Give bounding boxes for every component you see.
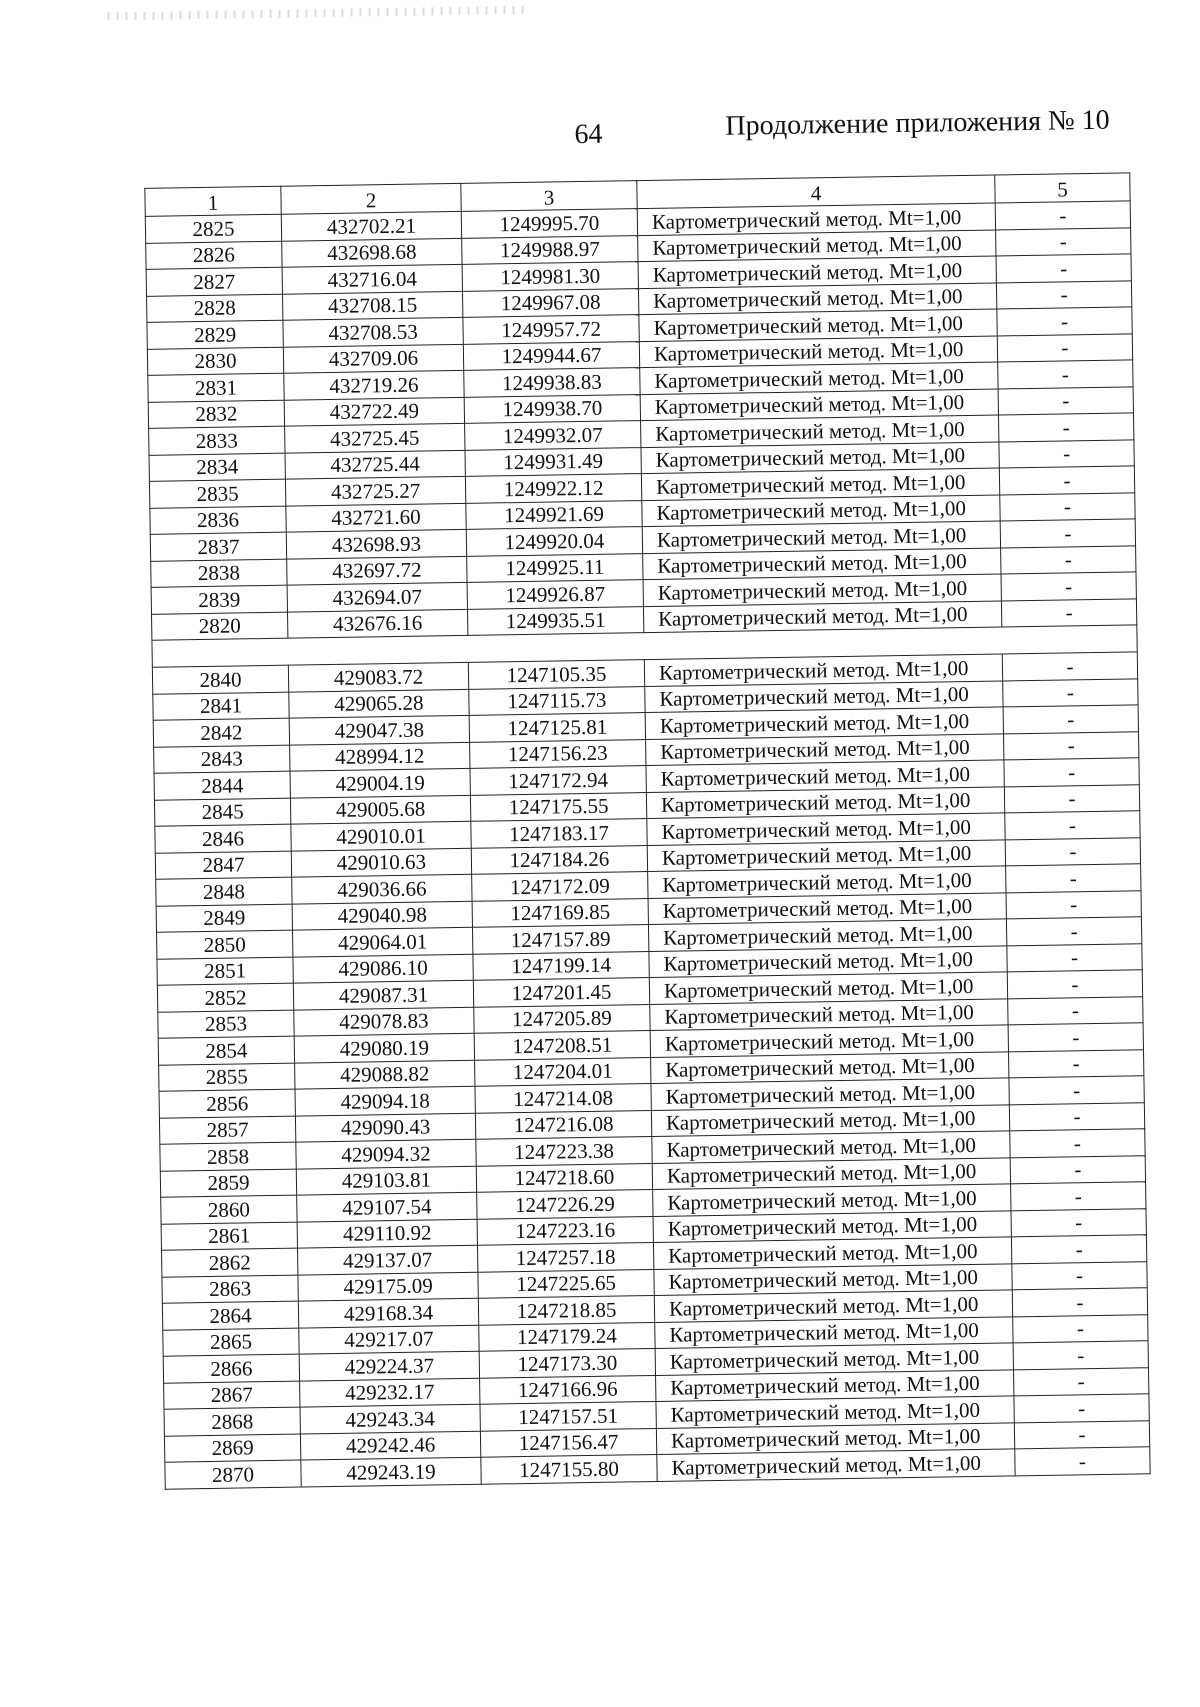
accuracy-cell: - [1004,758,1139,787]
point-number-cell: 2843 [154,745,290,774]
point-number-cell: 2825 [145,214,281,243]
point-number-cell: 2836 [150,506,286,535]
accuracy-cell: - [1009,1102,1144,1131]
x-coordinate-cell: 429094.18 [295,1086,475,1115]
y-coordinate-cell: 1247204.01 [475,1057,651,1086]
method-cell: Картометрический метод. Mt=1,00 [642,494,1000,526]
y-coordinate-cell: 1247208.51 [474,1031,650,1060]
method-cell: Картометрический метод. Mt=1,00 [641,441,999,473]
point-number-cell: 2856 [159,1089,295,1118]
y-coordinate-cell: 1247157.89 [472,925,648,954]
method-cell: Картометрический метод. Mt=1,00 [639,335,997,367]
method-cell: Картометрический метод. Mt=1,00 [645,707,1003,739]
column-header: 4 [637,175,995,209]
accuracy-cell: - [1006,917,1141,946]
y-coordinate-cell: 1249938.70 [464,394,640,423]
x-coordinate-cell: 429243.19 [301,1457,481,1486]
y-coordinate-cell: 1247257.18 [477,1243,653,1272]
point-number-cell: 2835 [149,479,285,508]
x-coordinate-cell: 429065.28 [289,689,469,718]
y-coordinate-cell: 1247226.29 [477,1190,653,1219]
y-coordinate-cell: 1249995.70 [461,209,637,238]
y-coordinate-cell: 1247199.14 [473,951,649,980]
y-coordinate-cell: 1249932.07 [465,421,641,450]
point-number-cell: 2863 [162,1275,298,1304]
method-cell: Картометрический метод. Mt=1,00 [644,654,1002,686]
column-header: 2 [281,183,461,214]
x-coordinate-cell: 432725.27 [285,476,465,505]
accuracy-cell: - [1008,1023,1143,1052]
accuracy-cell: - [997,307,1132,336]
column-header: 1 [145,186,281,216]
accuracy-cell: - [1011,1182,1146,1211]
x-coordinate-cell: 432697.72 [287,556,467,585]
y-coordinate-cell: 1247175.55 [470,792,646,821]
accuracy-cell: - [1004,784,1139,813]
y-coordinate-cell: 1247205.89 [474,1004,650,1033]
method-cell: Картометрический метод. Mt=1,00 [638,282,996,314]
y-coordinate-cell: 1247172.94 [470,766,646,795]
accuracy-cell: - [1006,864,1141,893]
accuracy-cell: - [1009,1076,1144,1105]
y-coordinate-cell: 1249922.12 [465,474,641,503]
x-coordinate-cell: 432708.15 [283,291,463,320]
accuracy-cell: - [996,280,1131,309]
x-coordinate-cell: 429010.63 [291,848,471,877]
x-coordinate-cell: 429047.38 [289,715,469,744]
accuracy-cell: - [1000,492,1135,521]
x-coordinate-cell: 432725.45 [285,423,465,452]
y-coordinate-cell: 1249925.11 [467,553,643,582]
accuracy-cell: - [1012,1288,1147,1317]
accuracy-cell: - [1003,705,1138,734]
method-cell: Картометрический метод. Mt=1,00 [638,256,996,288]
accuracy-cell: - [1011,1235,1146,1264]
method-cell: Картометрический метод. Mt=1,00 [640,388,998,420]
accuracy-cell: - [1006,890,1141,919]
method-cell: Картометрический метод. Mt=1,00 [656,1369,1014,1401]
point-number-cell: 2858 [160,1142,296,1171]
x-coordinate-cell: 429088.82 [295,1060,475,1089]
y-coordinate-cell: 1249957.72 [463,315,639,344]
x-coordinate-cell: 429087.31 [293,980,473,1009]
y-coordinate-cell: 1249935.51 [467,606,643,635]
method-cell: Картометрический метод. Mt=1,00 [651,1078,1009,1110]
x-coordinate-cell: 429217.07 [299,1325,479,1354]
y-coordinate-cell: 1249981.30 [462,262,638,291]
x-coordinate-cell: 429004.19 [290,768,470,797]
method-cell: Картометрический метод. Mt=1,00 [648,892,1006,924]
x-coordinate-cell: 429168.34 [298,1298,478,1327]
y-coordinate-cell: 1249988.97 [462,235,638,264]
method-cell: Картометрический метод. Mt=1,00 [646,786,1004,818]
accuracy-cell: - [996,254,1131,283]
method-cell: Картометрический метод. Mt=1,00 [642,521,1000,553]
accuracy-cell: - [1005,811,1140,840]
y-coordinate-cell: 1247216.08 [475,1110,651,1139]
y-coordinate-cell: 1247156.23 [470,739,646,768]
point-number-cell: 2838 [151,559,287,588]
point-number-cell: 2850 [157,930,293,959]
point-number-cell: 2868 [164,1407,300,1436]
x-coordinate-cell: 429040.98 [292,901,472,930]
method-cell: Картометрический метод. Mt=1,00 [653,1210,1011,1242]
method-cell: Картометрический метод. Mt=1,00 [643,600,1001,632]
y-coordinate-cell: 1247218.85 [478,1295,654,1324]
method-cell: Картометрический метод. Mt=1,00 [648,919,1006,951]
y-coordinate-cell: 1247166.96 [480,1375,656,1404]
method-cell: Картометрический метод. Mt=1,00 [647,839,1005,871]
point-number-cell: 2820 [152,612,288,641]
y-coordinate-cell: 1247125.81 [469,713,645,742]
accuracy-cell: - [999,439,1134,468]
accuracy-cell: - [1010,1129,1145,1158]
x-coordinate-cell: 432698.68 [282,238,462,267]
x-coordinate-cell: 432676.16 [287,609,467,638]
method-cell: Картометрический метод. Mt=1,00 [650,998,1008,1030]
point-number-cell: 2851 [157,957,293,986]
point-number-cell: 2864 [162,1301,298,1330]
accuracy-cell: - [1007,943,1142,972]
x-coordinate-cell: 432725.44 [285,450,465,479]
y-coordinate-cell: 1247201.45 [473,978,649,1007]
y-coordinate-cell: 1247179.24 [479,1322,655,1351]
method-cell: Картометрический метод. Mt=1,00 [639,309,997,341]
accuracy-cell: - [1010,1155,1145,1184]
point-number-cell: 2832 [148,400,284,429]
method-cell: Картометрический метод. Mt=1,00 [650,1025,1008,1057]
point-number-cell: 2859 [160,1169,296,1198]
method-cell: Картометрический метод. Mt=1,00 [652,1131,1010,1163]
y-coordinate-cell: 1247183.17 [471,819,647,848]
y-coordinate-cell: 1247223.16 [477,1216,653,1245]
y-coordinate-cell: 1247173.30 [479,1348,655,1377]
accuracy-cell: - [1008,996,1143,1025]
method-cell: Картометрический метод. Mt=1,00 [653,1237,1011,1269]
column-header: 5 [995,173,1130,203]
y-coordinate-cell: 1247105.35 [468,660,644,689]
method-cell: Картометрический метод. Mt=1,00 [655,1343,1013,1375]
point-number-cell: 2846 [155,824,291,853]
point-number-cell: 2834 [149,453,285,482]
point-number-cell: 2845 [154,798,290,827]
x-coordinate-cell: 429103.81 [296,1166,476,1195]
point-number-cell: 2870 [165,1460,301,1489]
x-coordinate-cell: 432702.21 [281,211,461,240]
method-cell: Картометрический метод. Mt=1,00 [646,760,1004,792]
point-number-cell: 2837 [150,532,286,561]
accuracy-cell: - [1001,572,1136,601]
accuracy-cell: - [1014,1420,1149,1449]
point-number-cell: 2830 [147,347,283,376]
accuracy-cell: - [1013,1341,1148,1370]
x-coordinate-cell: 432698.93 [286,529,466,558]
x-coordinate-cell: 429137.07 [297,1245,477,1274]
accuracy-cell: - [1000,519,1135,548]
accuracy-cell: - [995,201,1130,230]
accuracy-cell: - [999,466,1134,495]
x-coordinate-cell: 429110.92 [297,1219,477,1248]
x-coordinate-cell: 429232.17 [300,1378,480,1407]
x-coordinate-cell: 432719.26 [284,370,464,399]
accuracy-cell: - [1013,1367,1148,1396]
accuracy-cell: - [1001,545,1136,574]
method-cell: Картометрический метод. Mt=1,00 [640,362,998,394]
point-number-cell: 2855 [159,1063,295,1092]
x-coordinate-cell: 429242.46 [300,1431,480,1460]
x-coordinate-cell: 432709.06 [283,344,463,373]
method-cell: Картометрический метод. Mt=1,00 [641,415,999,447]
method-cell: Картометрический метод. Mt=1,00 [648,866,1006,898]
y-coordinate-cell: 1247214.08 [475,1084,651,1113]
point-number-cell: 2827 [146,267,282,296]
point-number-cell: 2869 [164,1434,300,1463]
y-coordinate-cell: 1249938.83 [464,368,640,397]
method-cell: Картометрический метод. Mt=1,00 [649,972,1007,1004]
y-coordinate-cell: 1247223.38 [476,1137,652,1166]
point-number-cell: 2826 [146,241,282,270]
y-coordinate-cell: 1247115.73 [469,686,645,715]
point-number-cell: 2865 [163,1328,299,1357]
x-coordinate-cell: 429010.01 [291,821,471,850]
y-coordinate-cell: 1247155.80 [481,1454,657,1483]
accuracy-cell: - [1012,1261,1147,1290]
method-cell: Картометрический метод. Mt=1,00 [655,1316,1013,1348]
point-number-cell: 2857 [159,1116,295,1145]
page-number: 64 [574,118,603,151]
y-coordinate-cell: 1249944.67 [463,341,639,370]
x-coordinate-cell: 429083.72 [288,662,468,691]
method-cell: Картометрический метод. Mt=1,00 [637,203,995,235]
column-header: 3 [461,181,637,212]
point-number-cell: 2848 [156,877,292,906]
point-number-cell: 2852 [157,983,293,1012]
point-number-cell: 2841 [153,692,289,721]
accuracy-cell: - [1015,1447,1150,1476]
accuracy-cell: - [1013,1314,1148,1343]
x-coordinate-cell: 429094.32 [296,1139,476,1168]
x-coordinate-cell: 432722.49 [284,397,464,426]
x-coordinate-cell: 429243.34 [300,1404,480,1433]
x-coordinate-cell: 429175.09 [298,1272,478,1301]
point-number-cell: 2866 [163,1354,299,1383]
method-cell: Картометрический метод. Mt=1,00 [645,680,1003,712]
method-cell: Картометрический метод. Mt=1,00 [657,1449,1015,1481]
y-coordinate-cell: 1247157.51 [480,1401,656,1430]
accuracy-cell: - [1008,1049,1143,1078]
x-coordinate-cell: 429107.54 [297,1192,477,1221]
point-number-cell: 2842 [153,718,289,747]
method-cell: Картометрический метод. Mt=1,00 [654,1263,1012,1295]
accuracy-cell: - [998,413,1133,442]
x-coordinate-cell: 429224.37 [299,1351,479,1380]
accuracy-cell: - [1003,678,1138,707]
method-cell: Картометрический метод. Mt=1,00 [652,1157,1010,1189]
x-coordinate-cell: 429064.01 [292,927,472,956]
accuracy-cell: - [998,386,1133,415]
accuracy-cell: - [997,333,1132,362]
accuracy-cell: - [1014,1394,1149,1423]
point-number-cell: 2828 [147,294,283,323]
y-coordinate-cell: 1249967.08 [462,288,638,317]
method-cell: Картометрический метод. Mt=1,00 [651,1051,1009,1083]
method-cell: Картометрический метод. Mt=1,00 [653,1184,1011,1216]
method-cell: Картометрический метод. Mt=1,00 [656,1422,1014,1454]
accuracy-cell: - [1007,970,1142,999]
method-cell: Картометрический метод. Mt=1,00 [646,733,1004,765]
method-cell: Картометрический метод. Mt=1,00 [643,574,1001,606]
point-number-cell: 2867 [164,1381,300,1410]
method-cell: Картометрический метод. Mt=1,00 [638,230,996,262]
y-coordinate-cell: 1247218.60 [476,1163,652,1192]
y-coordinate-cell: 1247225.65 [478,1269,654,1298]
method-cell: Картометрический метод. Mt=1,00 [647,813,1005,845]
point-number-cell: 2831 [148,373,284,402]
coordinates-table [144,172,1150,1489]
y-coordinate-cell: 1249931.49 [465,447,641,476]
y-coordinate-cell: 1247169.85 [472,898,648,927]
x-coordinate-cell: 432721.60 [286,503,466,532]
accuracy-cell: - [1001,598,1136,627]
y-coordinate-cell: 1247184.26 [471,845,647,874]
x-coordinate-cell: 429005.68 [290,795,470,824]
x-coordinate-cell: 428994.12 [290,742,470,771]
y-coordinate-cell: 1247156.47 [480,1428,656,1457]
y-coordinate-cell: 1249921.69 [466,500,642,529]
point-number-cell: 2844 [154,771,290,800]
point-number-cell: 2840 [152,665,288,694]
point-number-cell: 2862 [162,1248,298,1277]
scan-artifact [108,6,528,21]
accuracy-cell: - [1011,1208,1146,1237]
accuracy-cell: - [1003,731,1138,760]
point-number-cell: 2854 [158,1036,294,1065]
method-cell: Картометрический метод. Mt=1,00 [656,1396,1014,1428]
point-number-cell: 2829 [147,320,283,349]
y-coordinate-cell: 1249926.87 [467,580,643,609]
x-coordinate-cell: 429090.43 [295,1113,475,1142]
point-number-cell: 2833 [149,426,285,455]
x-coordinate-cell: 432716.04 [282,264,462,293]
accuracy-cell: - [996,227,1131,256]
accuracy-cell: - [1005,837,1140,866]
point-number-cell: 2847 [155,851,291,880]
point-number-cell: 2861 [161,1222,297,1251]
method-cell: Картометрический метод. Mt=1,00 [649,945,1007,977]
method-cell: Картометрический метод. Mt=1,00 [641,468,999,500]
x-coordinate-cell: 432708.53 [283,317,463,346]
x-coordinate-cell: 432694.07 [287,582,467,611]
accuracy-cell: - [1002,652,1137,681]
method-cell: Картометрический метод. Mt=1,00 [651,1104,1009,1136]
y-coordinate-cell: 1247172.09 [472,872,648,901]
point-number-cell: 2853 [158,1010,294,1039]
point-number-cell: 2860 [161,1195,297,1224]
method-cell: Картометрический метод. Mt=1,00 [643,547,1001,579]
x-coordinate-cell: 429078.83 [294,1007,474,1036]
method-cell: Картометрический метод. Mt=1,00 [654,1290,1012,1322]
accuracy-cell: - [998,360,1133,389]
x-coordinate-cell: 429086.10 [293,954,473,983]
y-coordinate-cell: 1249920.04 [466,527,642,556]
x-coordinate-cell: 429036.66 [292,874,472,903]
x-coordinate-cell: 429080.19 [294,1033,474,1062]
point-number-cell: 2839 [151,585,287,614]
appendix-title: Продолжение приложения № 10 [725,104,1110,142]
point-number-cell: 2849 [156,904,292,933]
